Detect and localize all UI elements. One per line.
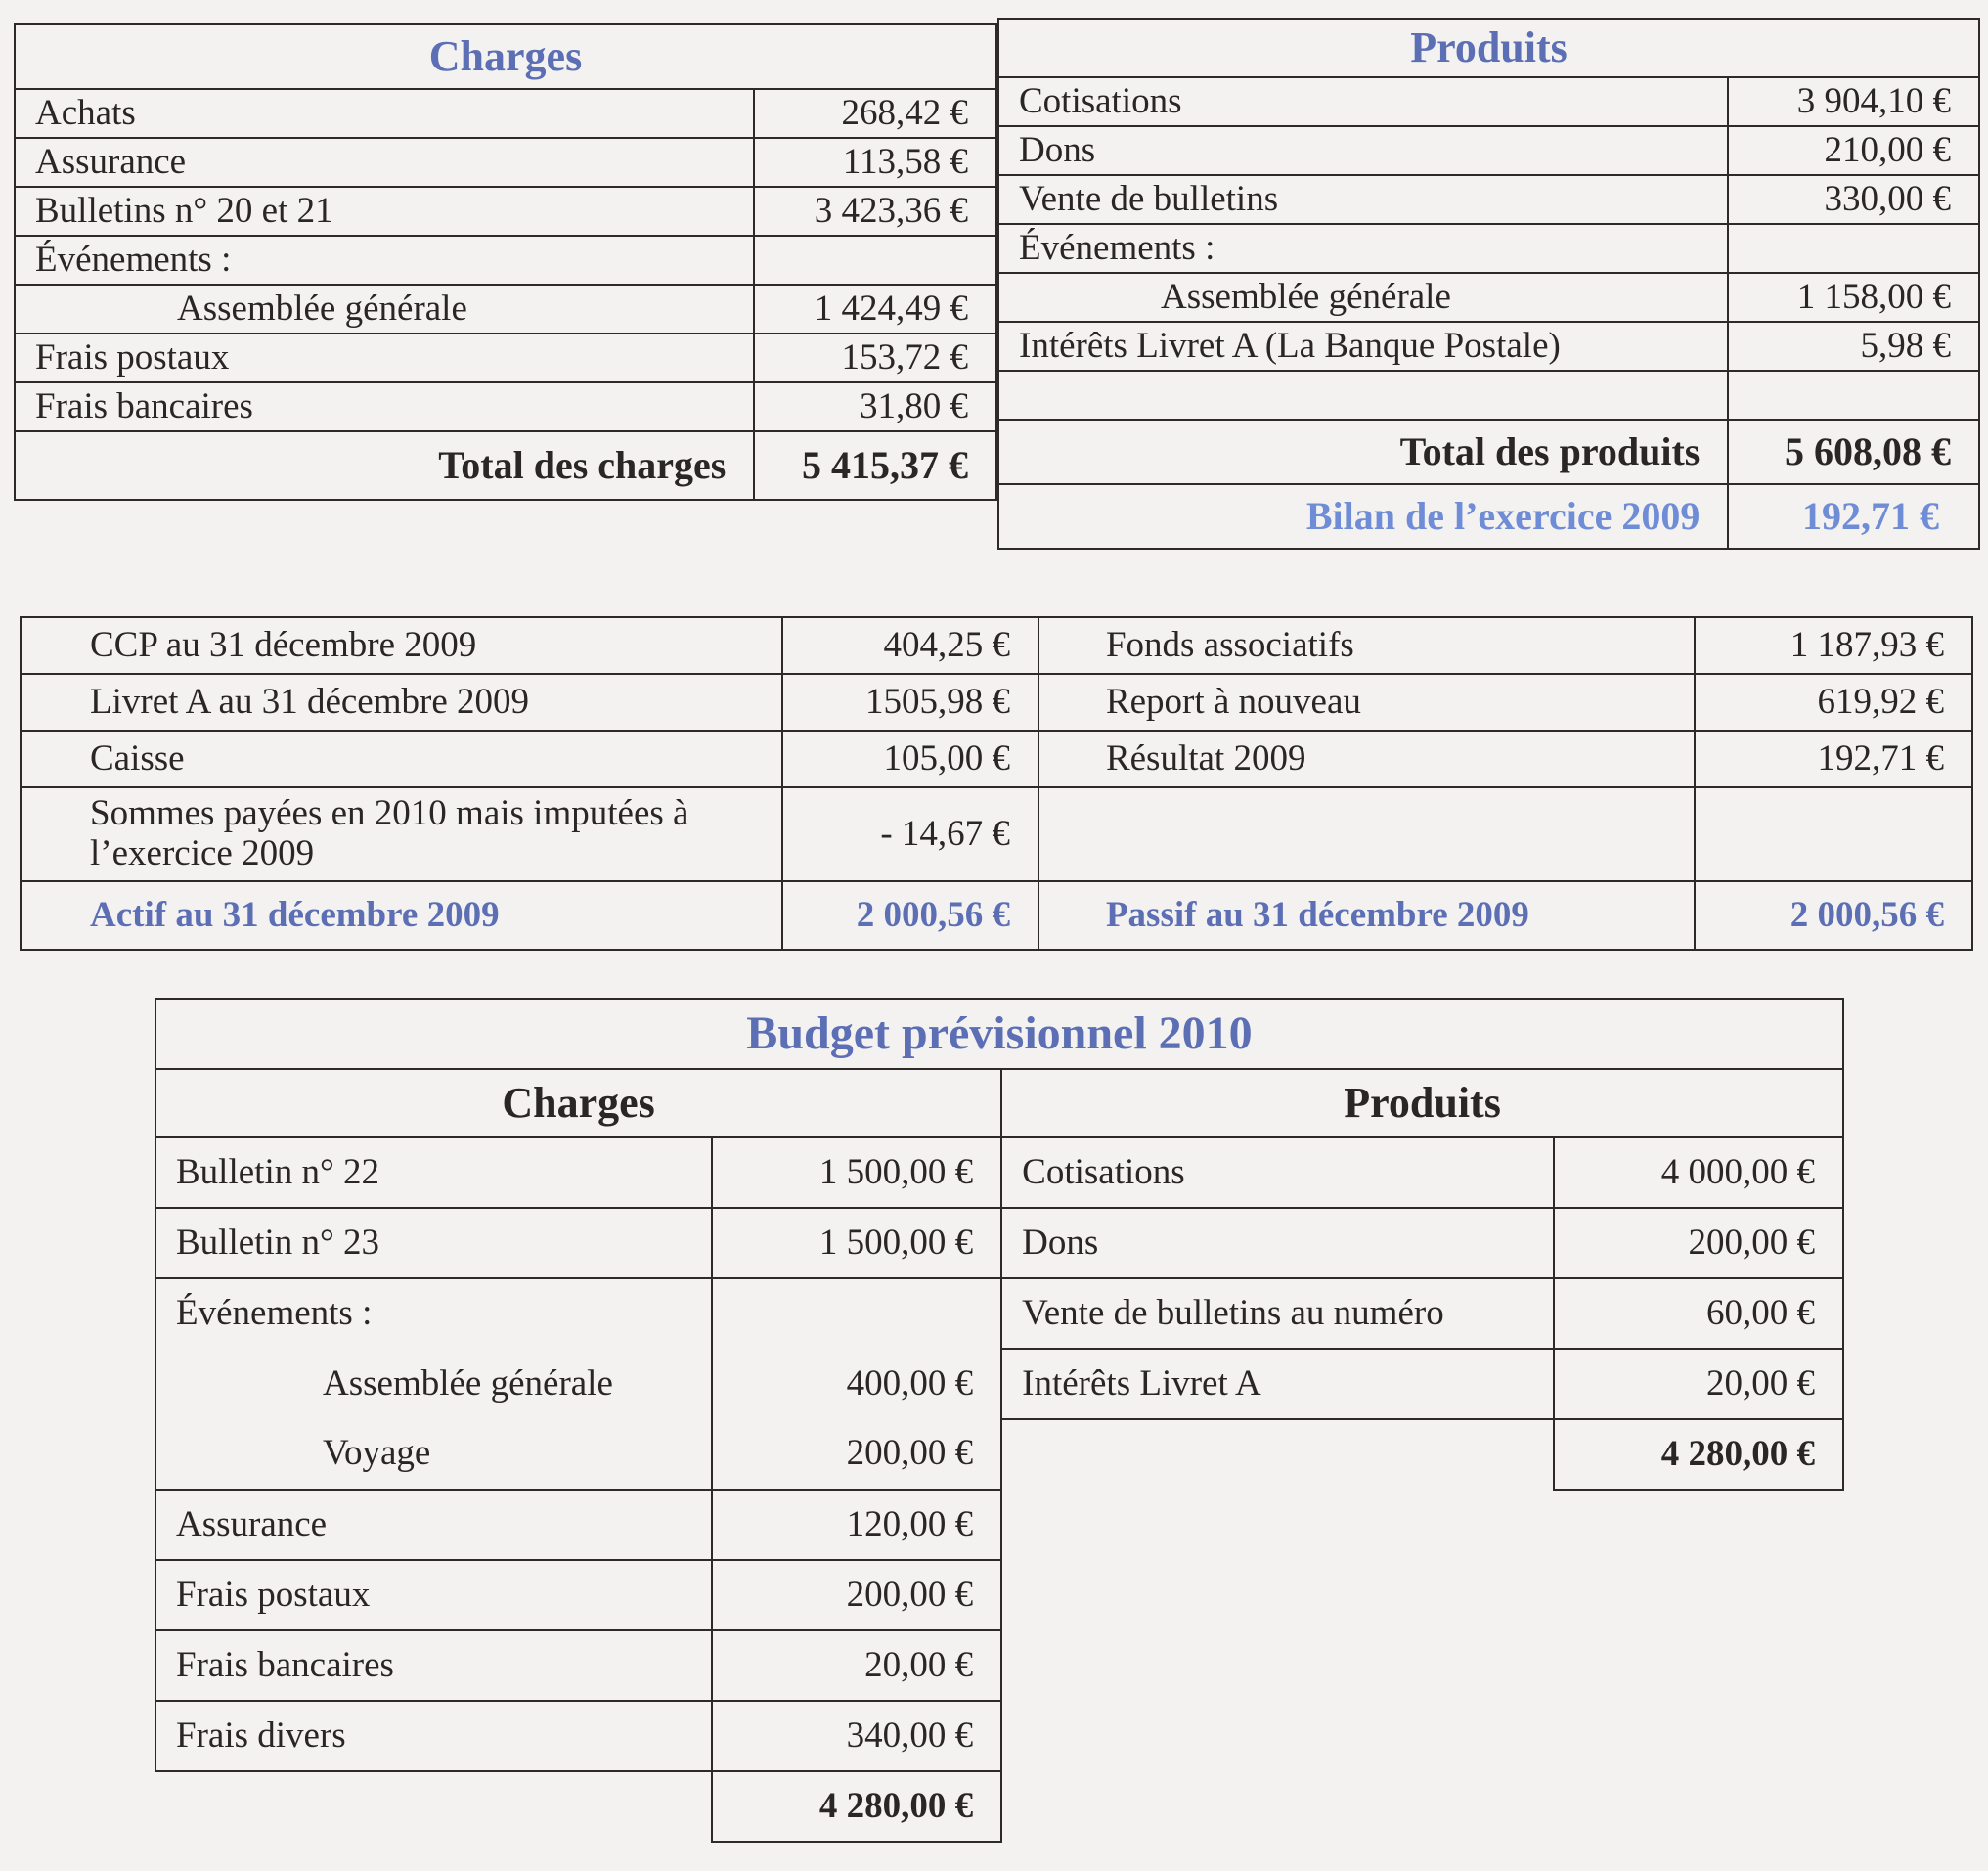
- row-value: 153,72 €: [754, 334, 996, 382]
- row-label: Assemblée générale: [998, 273, 1728, 322]
- actif-label: Caisse: [21, 731, 782, 787]
- row-value: [1728, 371, 1979, 420]
- charges-2009-table: [14, 23, 997, 501]
- bilan-row: [998, 484, 1979, 549]
- charge-label: Voyage: [155, 1419, 712, 1490]
- row-value: 3 423,36 €: [754, 187, 996, 236]
- produit-label: Intérêts Livret A: [1001, 1349, 1554, 1419]
- produit-value: 200,00 €: [1554, 1208, 1843, 1278]
- actif-value: 105,00 €: [782, 731, 1038, 787]
- row-value: 330,00 €: [1728, 175, 1979, 224]
- charges-title: Charges: [15, 24, 996, 89]
- charge-label: Événements :: [155, 1278, 712, 1349]
- table-row: [15, 187, 996, 236]
- row-value: 3 904,10 €: [1728, 77, 1979, 126]
- charge-label: Frais divers: [155, 1701, 712, 1771]
- passif-total-value: 2 000,56 €: [1695, 881, 1972, 950]
- row-label: Événements :: [15, 236, 754, 285]
- produits-2009-table: [997, 18, 1980, 550]
- charge-value: 200,00 €: [712, 1419, 1001, 1490]
- row-label: Dons: [998, 126, 1728, 175]
- charge-value: 1 500,00 €: [712, 1208, 1001, 1278]
- total-charges-label: Total des charges: [15, 431, 754, 500]
- table-row: [998, 77, 1979, 126]
- charge-label: Assurance: [155, 1490, 712, 1560]
- table-row: [15, 89, 996, 138]
- bilan-exercice-value: 192,71 €: [1728, 484, 1979, 549]
- produit-label: Cotisations: [1001, 1137, 1554, 1208]
- table-row: [155, 1137, 1843, 1208]
- charge-label: Frais postaux: [155, 1560, 712, 1630]
- table-row: [998, 273, 1979, 322]
- table-row: [155, 1278, 1843, 1349]
- total-row: [155, 1771, 1843, 1842]
- table-row: [998, 224, 1979, 273]
- table-row: [155, 1490, 1843, 1560]
- row-value: 1 424,49 €: [754, 285, 996, 334]
- row-label: Achats: [15, 89, 754, 138]
- table-row: [15, 138, 996, 187]
- actif-total-label: Actif au 31 décembre 2009: [21, 881, 782, 950]
- total-produits-value: 5 608,08 €: [1728, 420, 1979, 484]
- table-row: [155, 1701, 1843, 1771]
- charge-value: [712, 1278, 1001, 1349]
- bilan-exercice-label: Bilan de l’exercice 2009: [998, 484, 1728, 549]
- row-value: [1728, 224, 1979, 273]
- produit-label: Dons: [1001, 1208, 1554, 1278]
- row-label: Cotisations: [998, 77, 1728, 126]
- total-row: [21, 881, 1972, 950]
- table-row: [21, 787, 1972, 881]
- passif-label: Fonds associatifs: [1038, 617, 1695, 674]
- actif-value: - 14,67 €: [782, 787, 1038, 881]
- produit-value: 4 000,00 €: [1554, 1137, 1843, 1208]
- table-row: [15, 285, 996, 334]
- row-value: 210,00 €: [1728, 126, 1979, 175]
- actif-label: Sommes payées en 2010 mais imputées à l’exercice 2009: [21, 787, 782, 881]
- table-row: [998, 371, 1979, 420]
- table-row: [998, 126, 1979, 175]
- passif-value: 192,71 €: [1695, 731, 1972, 787]
- passif-total-label: Passif au 31 décembre 2009: [1038, 881, 1695, 950]
- charge-value: 340,00 €: [712, 1701, 1001, 1771]
- actif-label: Livret A au 31 décembre 2009: [21, 674, 782, 731]
- row-value: 1 158,00 €: [1728, 273, 1979, 322]
- charge-value: 20,00 €: [712, 1630, 1001, 1701]
- produits-title: Produits: [998, 19, 1979, 77]
- row-value: [754, 236, 996, 285]
- charge-label: Bulletin n° 22: [155, 1137, 712, 1208]
- table-row: [155, 1419, 1843, 1490]
- total-row: [15, 431, 996, 500]
- charge-value: 1 500,00 €: [712, 1137, 1001, 1208]
- charge-value: 400,00 €: [712, 1349, 1001, 1419]
- passif-label: [1038, 787, 1695, 881]
- table-row: [21, 674, 1972, 731]
- row-value: 31,80 €: [754, 382, 996, 431]
- actif-value: 1505,98 €: [782, 674, 1038, 731]
- row-label: Bulletins n° 20 et 21: [15, 187, 754, 236]
- row-label: Frais bancaires: [15, 382, 754, 431]
- row-label: Frais postaux: [15, 334, 754, 382]
- table-row: [15, 382, 996, 431]
- row-label: Assurance: [15, 138, 754, 187]
- budget-title: Budget prévisionnel 2010: [155, 999, 1843, 1069]
- passif-value: [1695, 787, 1972, 881]
- produit-value: 20,00 €: [1554, 1349, 1843, 1419]
- actif-total-value: 2 000,56 €: [782, 881, 1038, 950]
- produit-label: Vente de bulletins au numéro: [1001, 1278, 1554, 1349]
- charge-value: 200,00 €: [712, 1560, 1001, 1630]
- budget-produits-title: Produits: [1001, 1069, 1843, 1137]
- table-row: [15, 236, 996, 285]
- table-row: [998, 175, 1979, 224]
- row-value: 268,42 €: [754, 89, 996, 138]
- row-label: Événements :: [998, 224, 1728, 273]
- passif-value: 1 187,93 €: [1695, 617, 1972, 674]
- total-produits-label: Total des produits: [998, 420, 1728, 484]
- actif-value: 404,25 €: [782, 617, 1038, 674]
- actif-label: CCP au 31 décembre 2009: [21, 617, 782, 674]
- charge-label: Frais bancaires: [155, 1630, 712, 1701]
- row-label: Intérêts Livret A (La Banque Postale): [998, 322, 1728, 371]
- total-row: [998, 420, 1979, 484]
- row-value: 113,58 €: [754, 138, 996, 187]
- passif-label: Résultat 2009: [1038, 731, 1695, 787]
- bilan-2009-table: [20, 616, 1973, 951]
- total-charges-value: 5 415,37 €: [754, 431, 996, 500]
- budget-charges-title: Charges: [155, 1069, 1001, 1137]
- row-label: Assemblée générale: [15, 285, 754, 334]
- charge-label: Bulletin n° 23: [155, 1208, 712, 1278]
- budget-2010-table: [155, 998, 1844, 1843]
- row-value: 5,98 €: [1728, 322, 1979, 371]
- budget-produits-total: 4 280,00 €: [1554, 1419, 1843, 1490]
- table-row: [998, 322, 1979, 371]
- table-row: [21, 617, 1972, 674]
- passif-value: 619,92 €: [1695, 674, 1972, 731]
- table-row: [155, 1349, 1843, 1419]
- passif-label: Report à nouveau: [1038, 674, 1695, 731]
- table-row: [15, 334, 996, 382]
- row-label: [998, 371, 1728, 420]
- produit-value: 60,00 €: [1554, 1278, 1843, 1349]
- table-row: [21, 731, 1972, 787]
- charge-label: Assemblée générale: [155, 1349, 712, 1419]
- budget-charges-total: 4 280,00 €: [712, 1771, 1001, 1842]
- table-row: [155, 1630, 1843, 1701]
- table-row: [155, 1208, 1843, 1278]
- row-label: Vente de bulletins: [998, 175, 1728, 224]
- charge-value: 120,00 €: [712, 1490, 1001, 1560]
- table-row: [155, 1560, 1843, 1630]
